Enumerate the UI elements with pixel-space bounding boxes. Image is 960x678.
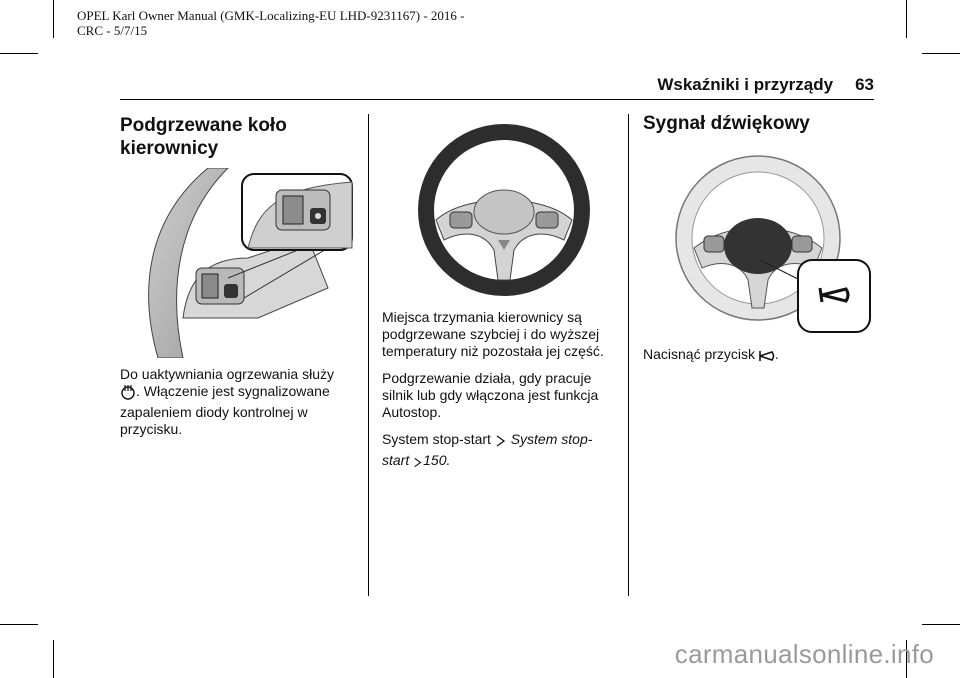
reference-arrow-icon <box>495 434 507 452</box>
horn-icon <box>759 349 775 367</box>
doc-info-line2: CRC - 5/7/15 <box>77 23 148 38</box>
column-horn <box>643 112 879 135</box>
column-divider <box>628 114 629 596</box>
text-run: . Włączenie jest sygnalizowane <box>136 383 330 399</box>
running-header <box>657 75 874 95</box>
heated-steering-wheel-icon <box>120 384 136 404</box>
steering-wheel-heater-illustration <box>128 168 356 363</box>
text-run: . <box>774 346 779 362</box>
paragraph-crossref <box>382 431 618 473</box>
heading-line: Podgrzewane koło <box>120 115 287 136</box>
text-run: System stop-start <box>382 431 491 447</box>
crop-mark <box>53 0 54 38</box>
crop-mark <box>906 0 907 38</box>
paragraph-grip-heating: Miejsca trzymania kierownicy są podgrzewane szybciej i do wyższej temperatury niż pozostała jej część. <box>382 309 604 359</box>
column-heated-steering-wheel <box>120 114 356 160</box>
crop-mark <box>0 53 38 54</box>
crossref-link[interactable]: System stop-start 150. <box>382 431 592 468</box>
crop-mark <box>0 624 38 625</box>
crop-mark <box>922 53 960 54</box>
text-run: Do uaktywniania ogrzewania służy <box>120 366 334 382</box>
paragraph-autostop: Podgrzewanie działa, gdy pracuje silnik lub gdy włączona jest funkcja Autostop. <box>382 370 599 420</box>
paragraph-heater <box>120 366 356 438</box>
reference-arrow-icon <box>413 456 423 473</box>
header-rule <box>120 99 874 100</box>
text-run: zapaleniem diody kontrolnej w <box>120 404 308 420</box>
heading-line: kierownicy <box>120 138 219 159</box>
column-divider <box>368 114 369 596</box>
text-run: Nacisnąć przycisk <box>643 346 756 362</box>
horn-illustration <box>664 152 874 341</box>
column-heated-text <box>120 366 356 448</box>
page-number: 63 <box>855 75 874 94</box>
watermark: carmanualsonline.info <box>674 639 934 669</box>
doc-info-line1: OPEL Karl Owner Manual (GMK-Localizing-EU LHD-9231167) - 2016 - <box>77 8 465 23</box>
crop-mark <box>53 640 54 678</box>
section-title: Wskaźniki i przyrządy <box>657 75 834 94</box>
text-run: przycisku. <box>120 421 183 437</box>
doc-info <box>77 8 465 38</box>
section-heading: Sygnał dźwiękowy <box>643 113 810 134</box>
steering-wheel-grip-illustration <box>414 120 594 303</box>
column-heating-details <box>382 309 618 483</box>
paragraph-horn <box>643 346 879 367</box>
section-heading <box>120 114 356 160</box>
column-horn-text <box>643 346 879 377</box>
crop-mark <box>922 624 960 625</box>
